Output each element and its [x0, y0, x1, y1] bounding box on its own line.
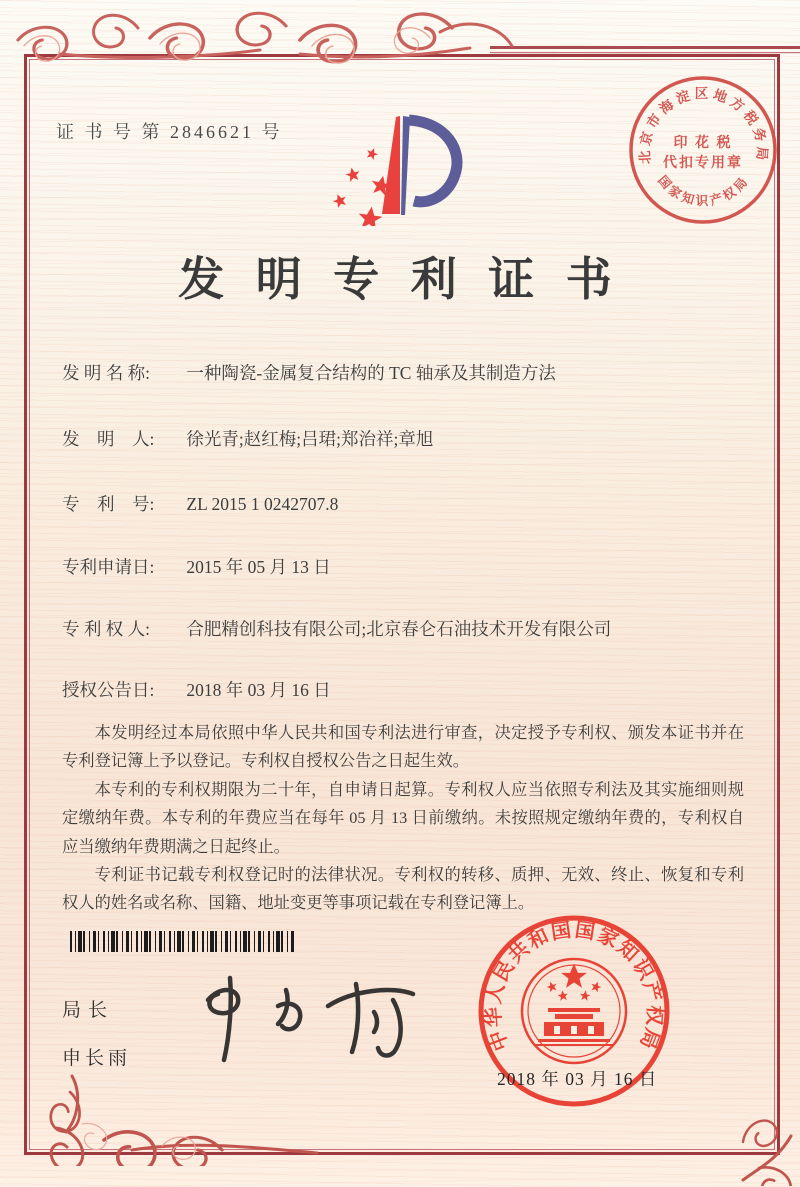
commissioner-title: 局长 [62, 1000, 115, 1021]
tax-stamp-center-line1: 印 花 税 [673, 136, 733, 151]
field-label: 发 明 人: [62, 429, 155, 449]
top-scroll-ornament [0, 2, 800, 66]
field-inventors [62, 426, 748, 451]
barcode [70, 931, 294, 952]
certificate-number: 证 书 号 第 2846621 号 [56, 122, 283, 142]
field-value: 2015 年 05 月 13 日 [186, 557, 331, 577]
logo-red-wedge [382, 116, 400, 214]
legal-text-block [62, 719, 744, 918]
commissioner-signature [178, 972, 428, 1067]
field-label: 专 利 权 人: [62, 619, 150, 639]
tax-stamp [626, 73, 781, 228]
logo-blue-stem [401, 116, 410, 215]
legal-paragraph-3: 专利证书记载专利权登记时的法律状况。专利权的转移、质押、无效、终止、恢复和专利权人的姓名或名称、国籍、地址变更等事项记载在专利登记簿上。 [62, 865, 744, 913]
field-value: 徐光青;赵红梅;吕珺;郑治祥;章旭 [186, 429, 434, 449]
field-label: 专 利 号: [62, 494, 155, 514]
field-patentee [62, 616, 748, 641]
svg-text:国家知识产权局 [655, 173, 752, 208]
legal-paragraph-2: 本专利的专利权期限为二十年，自申请日起算。专利权人应当依照专利法及其实施细则规定缴纳年费。本专利的年费应当在每年 05 月 13 日前缴纳。未按照规定缴纳年费的，专利权自应当缴纳年费期满之日起终止。 [62, 779, 744, 856]
official-seal-ring-text: 中华人民共和国国家知识产权局 [482, 919, 666, 1054]
field-label: 专利申请日: [62, 557, 155, 577]
national-emblem [522, 959, 626, 1063]
field-filing-date [62, 554, 748, 579]
field-label: 授权公告日: [62, 680, 155, 700]
commissioner-name: 申长雨 [62, 1048, 132, 1069]
field-label: 发 明 名 称: [62, 363, 150, 383]
field-value: 一种陶瓷-金属复合结构的 TC 轴承及其制造方法 [186, 363, 556, 383]
issue-date: 2018 年 03 月 16 日 [497, 1069, 658, 1089]
field-invention-name [62, 360, 748, 385]
tax-stamp-ring-bottom-text: 国家知识产权局 [655, 173, 752, 209]
legal-paragraph-1: 本发明经过本局依照中华人民共和国专利法进行审查，决定授予专利权、颁发本证书并在专利登记簿上予以登记。专利权自授权公告之日起生效。 [62, 723, 744, 771]
field-patent-number [62, 491, 748, 516]
certificate-title: 发 明 专 利 证 书 [178, 254, 622, 305]
tax-stamp-center-line2: 代扣专用章 [663, 156, 743, 171]
field-value: 2018 年 03 月 16 日 [186, 680, 331, 700]
field-value: ZL 2015 1 0242707.8 [186, 494, 339, 514]
logo-p-bowl [409, 120, 457, 202]
logo-stars [331, 146, 393, 226]
field-grant-date [62, 677, 748, 702]
commissioner-block [62, 995, 131, 1070]
bottom-left-flourish [12, 1066, 342, 1166]
tax-stamp-ring-top-text: 北京市海淀区地方税务局 [637, 86, 770, 165]
field-value: 合肥精创科技有限公司;北京春仑石油技术开发有限公司 [186, 619, 612, 639]
cnipa-logo [330, 101, 465, 226]
bottom-right-flourish [733, 1116, 797, 1186]
